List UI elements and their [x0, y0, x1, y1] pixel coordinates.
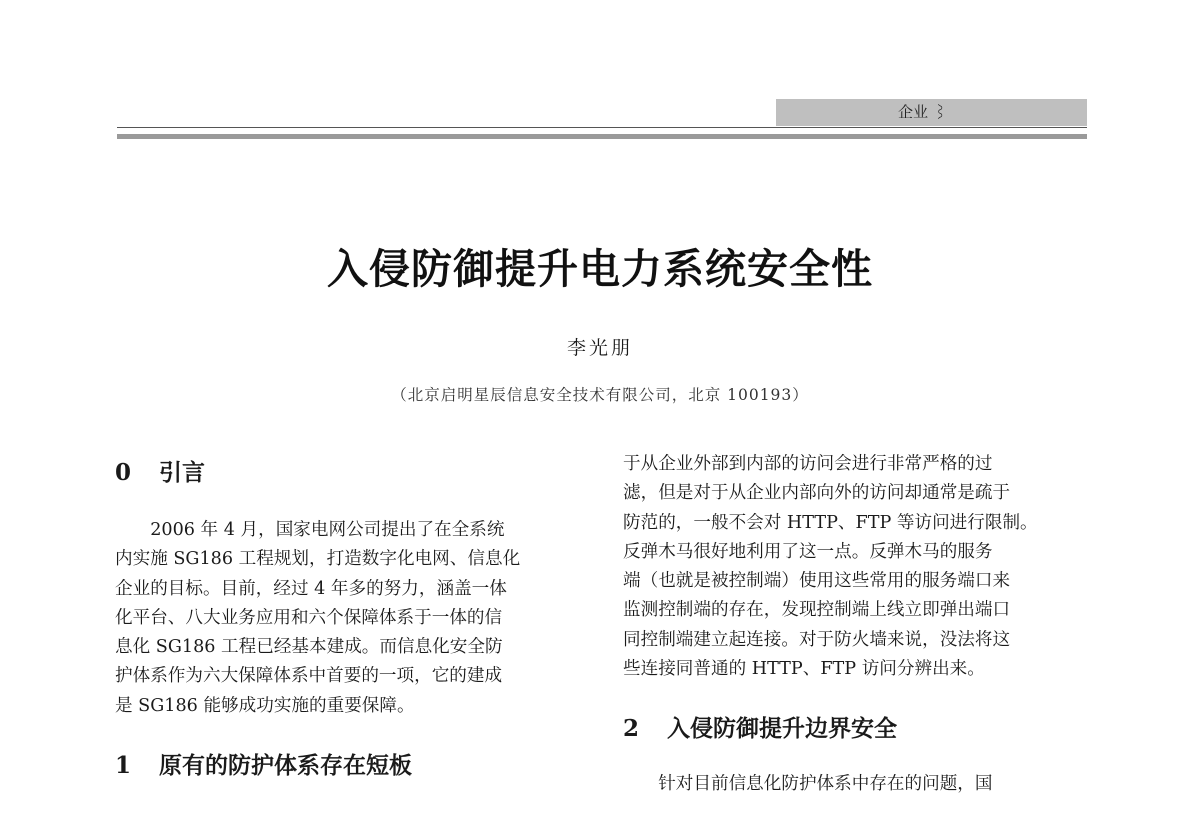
section-heading-0 — [115, 458, 585, 488]
paragraph-line: 监测控制端的存在，发现控制端上线立即弹出端口 — [623, 600, 1011, 621]
paragraph-line: 同控制端建立起连接。对于防火墙来说，没法将这 — [623, 629, 1011, 650]
paragraph-line: 息化 SG186 工程已经基本建成。而信息化安全防 — [115, 637, 503, 658]
left-column — [115, 450, 585, 781]
body-paragraph — [623, 450, 1093, 684]
paragraph-line: 些连接同普通的 HTTP、FTP 访问分辨出来。 — [623, 659, 985, 680]
journal-section-tag: 企业 ⌇ — [776, 99, 1087, 126]
paragraph-line: 反弹木马很好地利用了这一点。反弹木马的服务 — [623, 541, 993, 562]
section-number: 1 — [115, 752, 132, 780]
paragraph-line: 护体系作为六大保障体系中首要的一项，它的建成 — [115, 666, 503, 687]
paper-author: 李光朋 — [566, 337, 633, 359]
section-heading-2 — [623, 714, 1093, 744]
paragraph-line: 化平台、八大业务应用和六个保障体系于一体的信 — [115, 607, 503, 628]
body-paragraph — [623, 770, 1093, 799]
paragraph-line: 企业的目标。目前，经过 4 年多的努力，涵盖一体 — [115, 578, 507, 599]
paragraph-line: 于从企业外部到内部的访问会进行非常严格的过 — [623, 454, 993, 474]
paragraph-line: 滤，但是对于从企业内部向外的访问却通常是疏于 — [623, 483, 1011, 504]
paragraph-line: 是 SG186 能够成功实施的重要保障。 — [115, 695, 415, 716]
header-rule-thick — [117, 134, 1087, 139]
section-title: 引言 — [159, 459, 205, 486]
section-heading-1 — [115, 751, 585, 781]
paragraph-line: 针对目前信息化防护体系中存在的问题，国 — [658, 774, 993, 795]
paragraph-line: 2006 年 4 月，国家电网公司提出了在全系统 — [150, 520, 505, 540]
section-number: 2 — [623, 715, 640, 743]
section-number: 0 — [115, 459, 132, 486]
intro-paragraph — [115, 516, 585, 721]
paper-title: 入侵防御提升电力系统安全性 — [327, 245, 873, 293]
paragraph-line: 内实施 SG186 工程规划，打造数字化电网、信息化 — [115, 549, 521, 570]
paragraph-line: 防范的，一般不会对 HTTP、FTP 等访问进行限制。 — [623, 512, 1038, 533]
paper-affiliation: （北京启明星辰信息安全技术有限公司，北京 100193） — [391, 386, 809, 404]
header-rule-thin — [117, 127, 1087, 128]
paragraph-line: 端（也就是被控制端）使用这些常用的服务端口来 — [623, 571, 1011, 592]
section-title: 入侵防御提升边界安全 — [667, 715, 897, 743]
section-title: 原有的防护体系存在短板 — [159, 752, 412, 780]
right-column — [623, 450, 1093, 800]
